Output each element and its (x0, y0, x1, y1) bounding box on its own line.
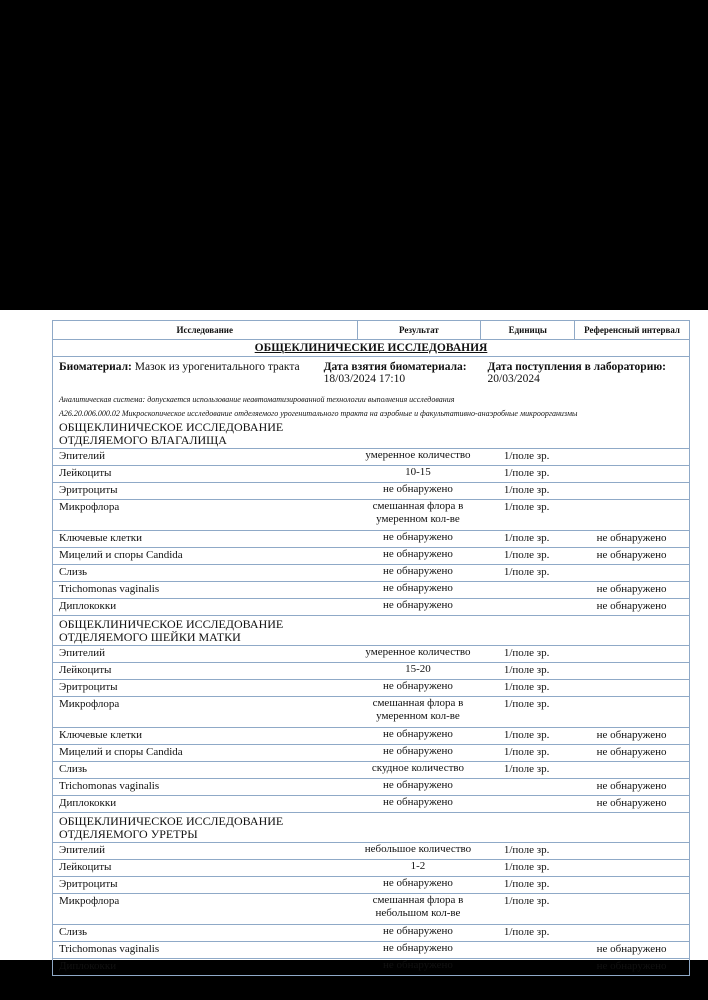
sample-taken (324, 361, 488, 389)
analytical-system-note: Аналитическая система: допускается использование неавтоматизированной технологии выполнения исследования (59, 395, 455, 404)
table-row (53, 449, 689, 466)
block-title-line: ОБЩЕКЛИНИЧЕСКОЕ ИССЛЕДОВАНИЕ (59, 814, 284, 828)
test-reference: не обнаружено (596, 583, 667, 595)
test-name: Trichomonas vaginalis (59, 583, 160, 595)
test-reference: не обнаружено (596, 960, 667, 972)
table-row (53, 500, 689, 531)
test-result: 1-2 (410, 860, 426, 872)
test-result: смешанная флора в умеренном кол-ве (372, 500, 464, 525)
table-row (53, 466, 689, 483)
table-row (53, 745, 689, 762)
test-reference (574, 565, 689, 581)
test-reference (574, 877, 689, 893)
test-units: 1/поле зр. (503, 926, 550, 938)
test-units (480, 942, 574, 958)
results-table (52, 320, 690, 976)
test-name: Микрофлора (59, 501, 120, 513)
test-reference: не обнаружено (596, 797, 667, 809)
test-name: Эпителий (59, 647, 105, 659)
test-name: Эпителий (59, 844, 105, 856)
test-units: 1/поле зр. (503, 746, 550, 758)
test-result: не обнаружено (383, 565, 453, 577)
test-name: Мицелий и споры Candida (59, 746, 183, 758)
block-title-line: ОТДЕЛЯЕМОГО ВЛАГАЛИЩА (59, 433, 227, 447)
test-reference (574, 483, 689, 499)
test-name: Эритроциты (59, 484, 118, 496)
table-row (53, 646, 689, 663)
test-result: не обнаружено (383, 796, 453, 808)
header-test: Исследование (53, 321, 358, 339)
test-units (480, 779, 574, 795)
table-row (53, 599, 689, 616)
table-row (53, 779, 689, 796)
table-row (53, 959, 689, 975)
test-result: 15-20 (405, 663, 431, 675)
test-units: 1/поле зр. (503, 484, 550, 496)
biomaterial (59, 361, 324, 389)
test-units: 1/поле зр. (503, 763, 550, 775)
table-row (53, 565, 689, 582)
table-header (53, 321, 689, 340)
test-name: Мицелий и споры Candida (59, 549, 183, 561)
method-note: A26.20.006.000.02 Микроскопическое исследование отделяемого урогенитального тракта на аэробные и факультативно-анаэробные микроорганизмы (59, 409, 578, 418)
test-units: 1/поле зр. (503, 729, 550, 741)
table-row (53, 877, 689, 894)
table-row (53, 663, 689, 680)
test-reference (574, 860, 689, 876)
result-blocks (53, 419, 689, 975)
test-units: 1/поле зр. (503, 895, 550, 907)
test-name: Диплококки (59, 600, 117, 612)
test-result: не обнаружено (383, 925, 453, 937)
table-row (53, 582, 689, 599)
test-name: Слизь (59, 566, 88, 578)
biomaterial-value: Мазок из урогенитального тракта (134, 361, 300, 373)
table-row (53, 697, 689, 728)
test-units: 1/поле зр. (503, 450, 550, 462)
test-reference (574, 697, 689, 727)
sample-taken-value: 18/03/2024 17:10 (323, 373, 406, 385)
test-name: Микрофлора (59, 698, 120, 710)
sample-received-label: Дата поступления в лабораторию: (487, 361, 666, 373)
test-name: Диплококки (59, 797, 117, 809)
sample-taken-label: Дата взятия биоматериала: (323, 361, 467, 373)
test-units: 1/поле зр. (503, 844, 550, 856)
header-units: Единицы (481, 321, 575, 339)
test-name: Слизь (59, 926, 88, 938)
table-row (53, 942, 689, 959)
test-units: 1/поле зр. (503, 501, 550, 513)
table-row (53, 796, 689, 813)
biomaterial-label: Биоматериал: (59, 361, 132, 373)
test-result: не обнаружено (383, 599, 453, 611)
test-reference: не обнаружено (596, 729, 667, 741)
test-reference: не обнаружено (596, 943, 667, 955)
test-units (480, 959, 574, 975)
test-reference (574, 663, 689, 679)
block-title (53, 813, 689, 843)
lab-report-page (0, 310, 708, 972)
test-name: Лейкоциты (59, 861, 112, 873)
test-name: Диплококки (59, 960, 117, 972)
test-name: Эритроциты (59, 681, 118, 693)
test-name: Лейкоциты (59, 664, 112, 676)
section-title: ОБЩЕКЛИНИЧЕСКИЕ ИССЛЕДОВАНИЯ (53, 340, 689, 357)
test-units: 1/поле зр. (503, 681, 550, 693)
table-row (53, 548, 689, 565)
test-units: 1/поле зр. (503, 664, 550, 676)
table-row (53, 860, 689, 877)
test-units (480, 599, 574, 615)
test-result: умеренное количество (365, 646, 471, 658)
test-result: не обнаружено (383, 779, 453, 791)
test-reference: не обнаружено (596, 600, 667, 612)
test-reference (574, 680, 689, 696)
test-result: не обнаружено (383, 531, 453, 543)
test-units: 1/поле зр. (503, 467, 550, 479)
test-units: 1/поле зр. (503, 698, 550, 710)
table-row (53, 728, 689, 745)
test-reference: не обнаружено (596, 549, 667, 561)
test-units: 1/поле зр. (503, 532, 550, 544)
test-reference (574, 925, 689, 941)
test-units: 1/поле зр. (503, 566, 550, 578)
block-title-line: ОБЩЕКЛИНИЧЕСКОЕ ИССЛЕДОВАНИЕ (59, 617, 284, 631)
test-result: не обнаружено (383, 745, 453, 757)
test-name: Лейкоциты (59, 467, 112, 479)
test-reference (574, 500, 689, 530)
block-title (53, 419, 689, 449)
test-name: Слизь (59, 763, 88, 775)
table-row (53, 843, 689, 860)
table-row (53, 531, 689, 548)
sample-received (488, 361, 685, 389)
test-units: 1/поле зр. (503, 861, 550, 873)
test-name: Эритроциты (59, 878, 118, 890)
test-name: Trichomonas vaginalis (59, 943, 160, 955)
test-reference: не обнаружено (596, 532, 667, 544)
test-units (480, 796, 574, 812)
biomaterial-info (53, 357, 689, 391)
test-reference (574, 762, 689, 778)
table-row (53, 894, 689, 925)
block-title (53, 616, 689, 646)
table-row (53, 680, 689, 697)
test-result: не обнаружено (383, 942, 453, 954)
test-result: не обнаружено (383, 680, 453, 692)
test-name: Ключевые клетки (59, 532, 143, 544)
test-reference: не обнаружено (596, 746, 667, 758)
test-units: 1/поле зр. (503, 647, 550, 659)
table-row (53, 483, 689, 500)
block-title-line: ОТДЕЛЯЕМОГО УРЕТРЫ (59, 827, 198, 841)
test-units: 1/поле зр. (503, 549, 550, 561)
test-units (480, 582, 574, 598)
test-name: Эпителий (59, 450, 105, 462)
header-reference: Референсный интервал (584, 325, 680, 335)
header-result: Результат (358, 321, 482, 339)
test-name: Trichomonas vaginalis (59, 780, 160, 792)
table-row (53, 762, 689, 779)
test-result: смешанная флора в умеренном кол-ве (372, 697, 464, 722)
test-result: не обнаружено (383, 483, 453, 495)
test-reference (574, 894, 689, 924)
test-result: не обнаружено (383, 959, 453, 971)
test-units: 1/поле зр. (503, 878, 550, 890)
table-row (53, 925, 689, 942)
test-name: Ключевые клетки (59, 729, 143, 741)
test-result: не обнаружено (383, 548, 453, 560)
test-result: 10-15 (405, 466, 431, 478)
test-result: не обнаружено (383, 582, 453, 594)
test-name: Микрофлора (59, 895, 120, 907)
test-result: смешанная флора в небольшом кол-ве (372, 894, 464, 919)
test-result: скудное количество (371, 762, 465, 774)
test-result: небольшое количество (364, 843, 472, 855)
test-reference (574, 449, 689, 465)
block-title-line: ОБЩЕКЛИНИЧЕСКОЕ ИССЛЕДОВАНИЕ (59, 420, 284, 434)
test-result: умеренное количество (365, 449, 471, 461)
test-reference (574, 843, 689, 859)
test-reference: не обнаружено (596, 780, 667, 792)
test-result: не обнаружено (383, 877, 453, 889)
test-reference (574, 646, 689, 662)
block-title-line: ОТДЕЛЯЕМОГО ШЕЙКИ МАТКИ (59, 630, 241, 644)
test-result: не обнаружено (383, 728, 453, 740)
test-reference (574, 466, 689, 482)
sample-received-value: 20/03/2024 (487, 373, 540, 385)
